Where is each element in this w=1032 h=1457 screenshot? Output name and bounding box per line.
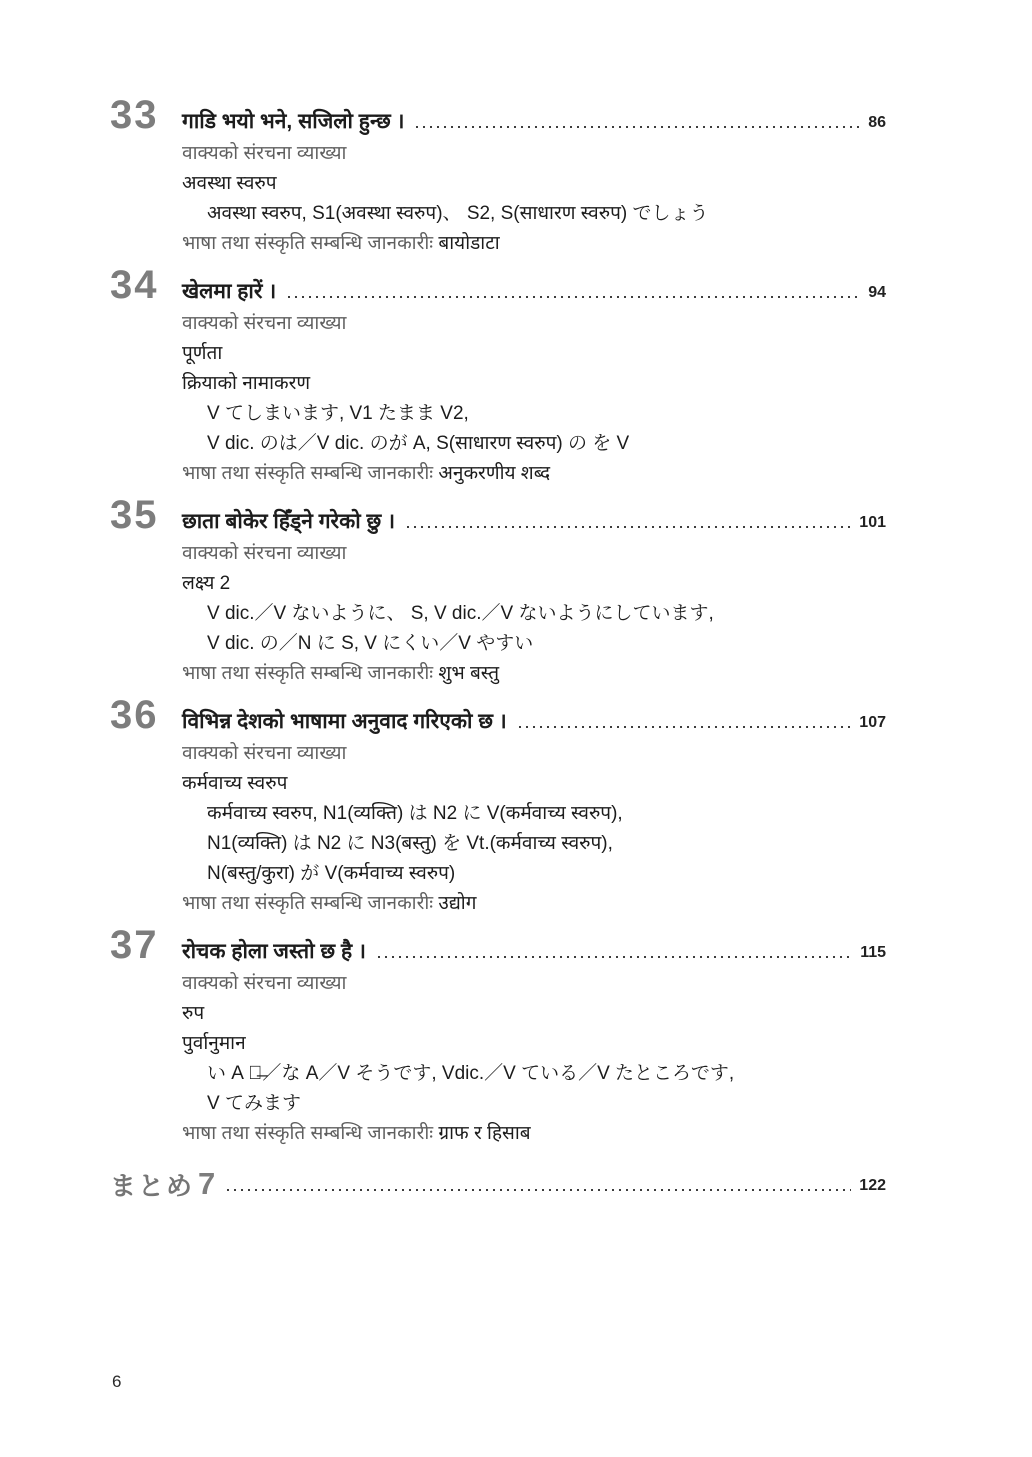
chapter-title: खेलमा हारें । (182, 279, 277, 303)
chapter-title-row (182, 272, 886, 309)
dot-leader (227, 1189, 851, 1191)
grammar-topic: लक्ष्य 2 (182, 573, 231, 594)
summary-row (110, 1163, 886, 1205)
section-subtitle: वाक्यको संरचना व्याख्या (182, 143, 347, 164)
chapter-title: रोचक होला जस्तो छ है । (182, 939, 366, 963)
summary-page-number: 122 (859, 1177, 886, 1194)
chapter-title: गाडि भयो भने, सजिलो हुन्छ । (182, 109, 405, 133)
toc-section (110, 693, 886, 919)
grammar-pattern: い A い̶／な A／V そうです, Vdic.／V ている／V たところです, (207, 1063, 735, 1084)
grammar-topic: अवस्था स्वरुप (182, 173, 277, 194)
toc-section (110, 93, 886, 259)
chapter-title: छाता बोकेर हिँड्ने गरेको छु । (182, 509, 396, 533)
grammar-pattern: V dic.／V ないように、 S, V dic.／V ないようにしています, (207, 603, 714, 624)
dot-leader (416, 126, 860, 128)
grammar-pattern: कर्मवाच्य स्वरुप, N1(व्यक्ति) は N2 に V(कर्मवाच्य स्वरुप), (207, 803, 623, 824)
toc-section (110, 923, 886, 1149)
toc-section (110, 263, 886, 489)
section-subtitle: वाक्यको संरचना व्याख्या (182, 973, 347, 994)
culture-note-value: उद्योग (438, 893, 477, 914)
grammar-topic: पूर्णता (182, 343, 223, 364)
dot-leader (407, 526, 851, 528)
culture-note (182, 1119, 886, 1149)
chapter-page-number: 101 (859, 513, 886, 531)
culture-note (182, 889, 886, 919)
summary-number: 7 (198, 1166, 216, 1201)
grammar-pattern: अवस्था स्वरुप, S1(अवस्था स्वरुप)、 S2, S(साधारण स्वरुप) でしょう (207, 203, 709, 224)
section-subtitle: वाक्यको संरचना व्याख्या (182, 743, 347, 764)
culture-note (182, 659, 886, 689)
chapter-page-number: 115 (860, 943, 886, 961)
grammar-pattern: V てみます (207, 1093, 301, 1114)
chapter-number: 37 (110, 923, 159, 967)
chapter-title: विभिन्न देशको भाषामा अनुवाद गरिएको छ । (182, 709, 507, 733)
chapter-title-row (182, 102, 886, 139)
chapter-page-number: 86 (868, 113, 886, 131)
summary-label: まとめ (110, 1170, 195, 1201)
culture-note-prefix: भाषा तथा संस्कृति सम्बन्धि जानकारीः (182, 1123, 434, 1144)
grammar-topic: रुप (182, 1003, 205, 1024)
grammar-pattern: N(बस्तु/कुरा) が V(कर्मवाच्य स्वरुप) (207, 863, 456, 884)
culture-note-value: शुभ बस्तु (438, 663, 500, 684)
culture-note-value: ग्राफ र हिसाब (438, 1123, 531, 1144)
culture-note-prefix: भाषा तथा संस्कृति सम्बन्धि जानकारीः (182, 463, 434, 484)
chapter-title-row (182, 932, 886, 969)
chapter-number: 33 (110, 93, 159, 137)
dot-leader (519, 726, 852, 728)
grammar-topic: कर्मवाच्य स्वरुप (182, 773, 288, 794)
dot-leader (378, 956, 852, 958)
culture-note-value: बायोडाटा (438, 233, 500, 254)
page-number: 6 (112, 1372, 122, 1391)
chapter-title-row (182, 502, 886, 539)
toc-content (110, 93, 886, 1205)
chapter-page-number: 107 (859, 713, 886, 731)
culture-note-prefix: भाषा तथा संस्कृति सम्बन्धि जानकारीः (182, 233, 434, 254)
toc-sections (110, 93, 886, 1149)
grammar-pattern: V dic. の／N に S, V にくい／V やすい (207, 633, 534, 654)
chapter-number: 34 (110, 263, 159, 307)
grammar-topic: पुर्वानुमान (182, 1033, 246, 1054)
section-subtitle: वाक्यको संरचना व्याख्या (182, 313, 347, 334)
toc-section (110, 493, 886, 689)
grammar-pattern: V てしまいます, V1 たまま V2, (207, 403, 469, 424)
dot-leader (288, 296, 860, 298)
chapter-number: 36 (110, 693, 159, 737)
section-subtitle: वाक्यको संरचना व्याख्या (182, 543, 347, 564)
chapter-number: 35 (110, 493, 159, 537)
culture-note-prefix: भाषा तथा संस्कृति सम्बन्धि जानकारीः (182, 893, 434, 914)
culture-note (182, 459, 886, 489)
grammar-pattern: V dic. のは／V dic. のが A, S(साधारण स्वरुप) の を V (207, 433, 630, 454)
culture-note (182, 229, 886, 259)
chapter-title-row (182, 702, 886, 739)
culture-note-value: अनुकरणीय शब्द (438, 463, 551, 484)
grammar-pattern: N1(व्यक्ति) は N2 に N3(बस्तु) を Vt.(कर्मवाच्य स्वरुप), (207, 833, 613, 854)
grammar-topic: क्रियाको नामाकरण (182, 373, 311, 394)
chapter-page-number: 94 (868, 283, 886, 301)
culture-note-prefix: भाषा तथा संस्कृति सम्बन्धि जानकारीः (182, 663, 434, 684)
